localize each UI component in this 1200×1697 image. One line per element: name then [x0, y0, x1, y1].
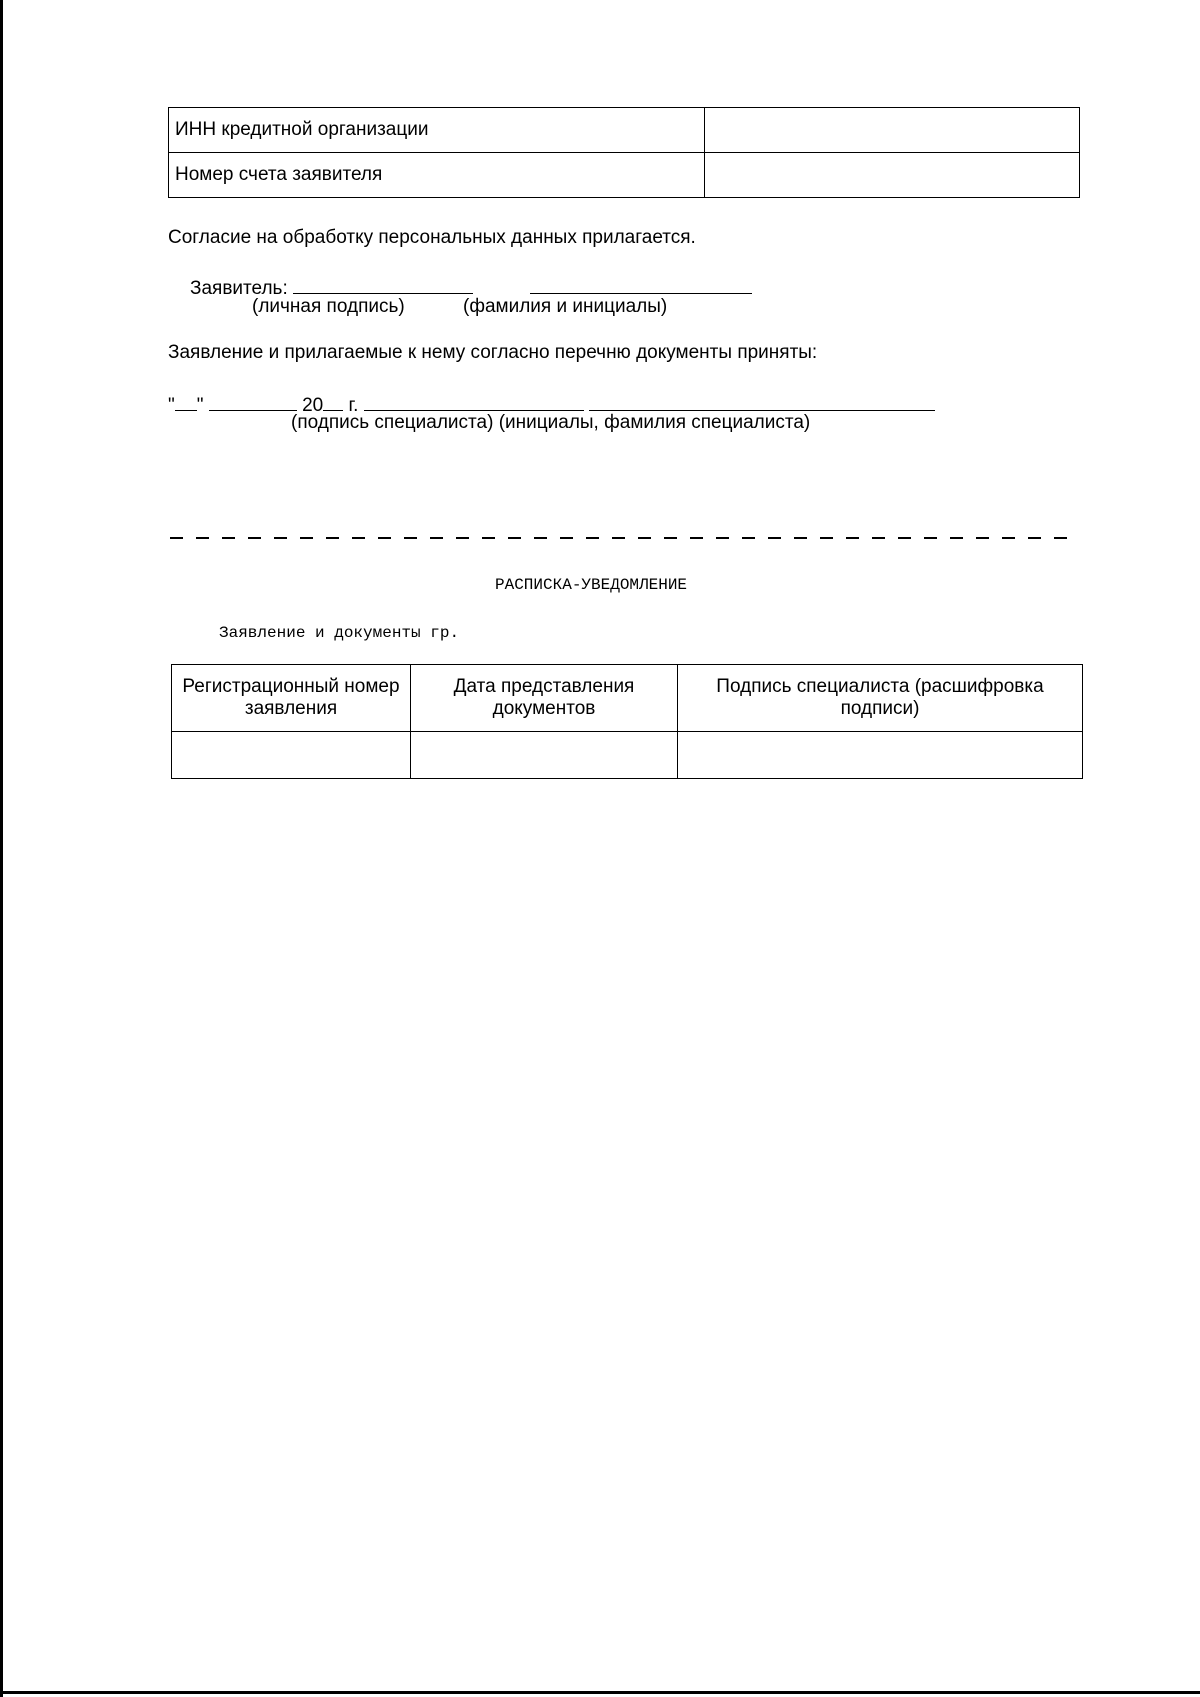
applicant-signature-hint: (личная подпись): [252, 296, 405, 317]
year-suffix: г.: [348, 395, 359, 416]
inn-label: ИНН кредитной организации: [169, 108, 705, 153]
quote-close: ": [196, 395, 204, 416]
receipt-table: [171, 664, 1083, 779]
consent-text: Согласие на обработку персональных данных прилагается.: [168, 227, 696, 248]
inn-value[interactable]: [705, 108, 1080, 153]
column-header-specialist-signature: Подпись специалиста (расшифровка подписи): [678, 665, 1083, 732]
specialist-hints: (подпись специалиста) (инициалы, фамилия специалиста): [291, 412, 811, 433]
bank-details-table: [168, 107, 1080, 198]
receipt-subtitle: Заявление и документы гр.: [219, 624, 460, 642]
specialist-signature-cell[interactable]: [678, 732, 1083, 779]
table-row: [169, 108, 1080, 153]
column-header-submission-date: Дата представления документов: [411, 665, 678, 732]
account-number-value[interactable]: [705, 153, 1080, 198]
account-number-label: Номер счета заявителя: [169, 153, 705, 198]
day-field[interactable]: [175, 391, 197, 411]
cut-line: [170, 537, 1078, 539]
table-row: [172, 732, 1083, 779]
month-field[interactable]: [209, 391, 297, 411]
accepted-statement: Заявление и прилагаемые к нему согласно перечню документы приняты:: [168, 342, 818, 363]
table-header-row: [172, 665, 1083, 732]
registration-number-cell[interactable]: [172, 732, 411, 779]
submission-date-cell[interactable]: [411, 732, 678, 779]
receipt-title: РАСПИСКА-УВЕДОМЛЕНИЕ: [495, 576, 688, 594]
year-field[interactable]: [323, 391, 343, 411]
column-header-registration-number: Регистрационный номер заявления: [172, 665, 411, 732]
applicant-signature-field[interactable]: [293, 274, 473, 294]
year-prefix: 20: [302, 395, 324, 416]
applicant-label: Заявитель:: [190, 278, 288, 299]
table-row: [169, 153, 1080, 198]
specialist-signature-field[interactable]: [364, 391, 584, 411]
applicant-name-hint: (фамилия и инициалы): [463, 296, 668, 317]
specialist-name-field[interactable]: [589, 391, 935, 411]
applicant-name-field[interactable]: [530, 274, 752, 294]
quote-open: ": [168, 395, 175, 416]
